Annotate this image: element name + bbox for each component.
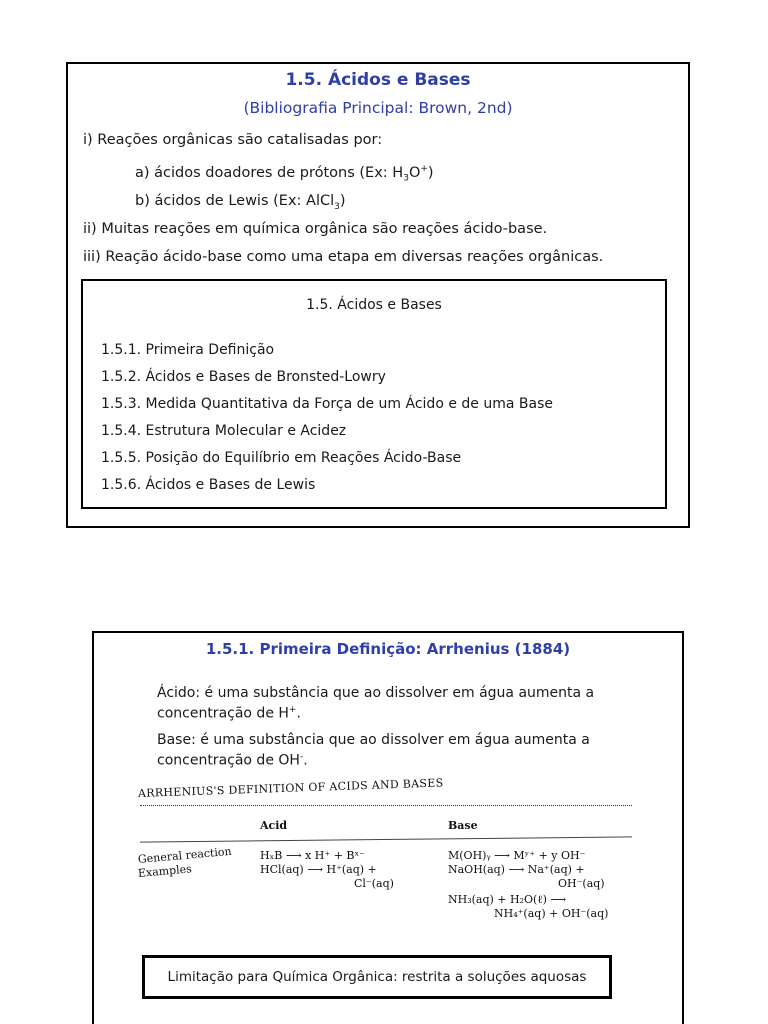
topic-item: 1.5.5. Posição do Equilíbrio em Reações Ácido-Base <box>101 450 462 466</box>
acid-base-step-line: iii) Reação ácido-base como uma etapa em diversas reações orgânicas. <box>83 249 604 265</box>
acid-example-equation-cont: Cl⁻(aq) <box>354 877 394 890</box>
topic-item: 1.5.2. Ácidos e Bases de Bronsted-Lowry <box>101 369 386 385</box>
topics-title: 1.5. Ácidos e Bases <box>306 297 442 313</box>
slide-title: 1.5.1. Primeira Definição: Arrhenius (1884) <box>205 640 571 658</box>
column-header-base: Base <box>448 819 478 832</box>
divider <box>140 836 632 842</box>
topic-item: 1.5.3. Medida Quantitativa da Força de um Ácido e de uma Base <box>101 396 553 412</box>
ammonia-equation: NH₃(aq) + H₂O(ℓ) ⟶ <box>448 893 567 906</box>
intro-line: i) Reações orgânicas são catalisadas por: <box>83 132 383 148</box>
topics-box <box>81 279 667 509</box>
lewis-acid-line: b) ácidos de Lewis (Ex: AlCl$_3$) <box>135 193 346 212</box>
base-example-equation-cont: OH⁻(aq) <box>558 877 605 890</box>
column-header-acid: Acid <box>260 819 288 832</box>
topic-item: 1.5.4. Estrutura Molecular e Acidez <box>101 423 347 439</box>
arrhenius-definition-table <box>132 776 642 931</box>
base-definition: Base: é uma substância que ao dissolver em água aumenta a concentração de OH-. <box>157 732 590 769</box>
limitation-text: Limitação para Química Orgânica: restrita a soluções aquosas <box>167 969 587 985</box>
slide-acids-bases-overview <box>66 62 690 528</box>
acid-base-reactions-line: ii) Muitas reações em química orgânica são reações ácido-base. <box>83 221 548 237</box>
base-general-equation: M(OH)ᵧ ⟶ Mʸ⁺ + y OH⁻ <box>448 849 586 862</box>
slide-subtitle: (Bibliografia Principal: Brown, 2nd) <box>243 99 513 117</box>
row-label-examples: Examples <box>137 862 193 880</box>
divider <box>140 805 632 806</box>
proton-acid-line: a) ácidos doadores de prótons (Ex: $H_3O^+$) <box>135 164 434 184</box>
row-label-general: General reaction <box>137 844 233 866</box>
base-example-equation: NaOH(aq) ⟶ Na⁺(aq) + <box>448 863 585 876</box>
topic-item: 1.5.1. Primeira Definição <box>101 342 275 358</box>
acid-example-equation: HCl(aq) ⟶ H⁺(aq) + <box>260 863 377 876</box>
slide-title: 1.5. Ácidos e Bases <box>285 70 471 90</box>
acid-general-equation: HₓB ⟶ x H⁺ + Bˣ⁻ <box>260 849 365 862</box>
ammonia-equation-cont: NH₄⁺(aq) + OH⁻(aq) <box>494 907 609 920</box>
topic-item: 1.5.6. Ácidos e Bases de Lewis <box>101 477 316 493</box>
limitation-box <box>142 955 612 999</box>
slide-arrhenius <box>92 631 684 1024</box>
acid-definition: Ácido: é uma substância que ao dissolver em água aumenta a concentração de H+. <box>157 685 595 722</box>
table-heading: ARRHENIUS'S DEFINITION OF ACIDS AND BASES <box>137 776 444 800</box>
